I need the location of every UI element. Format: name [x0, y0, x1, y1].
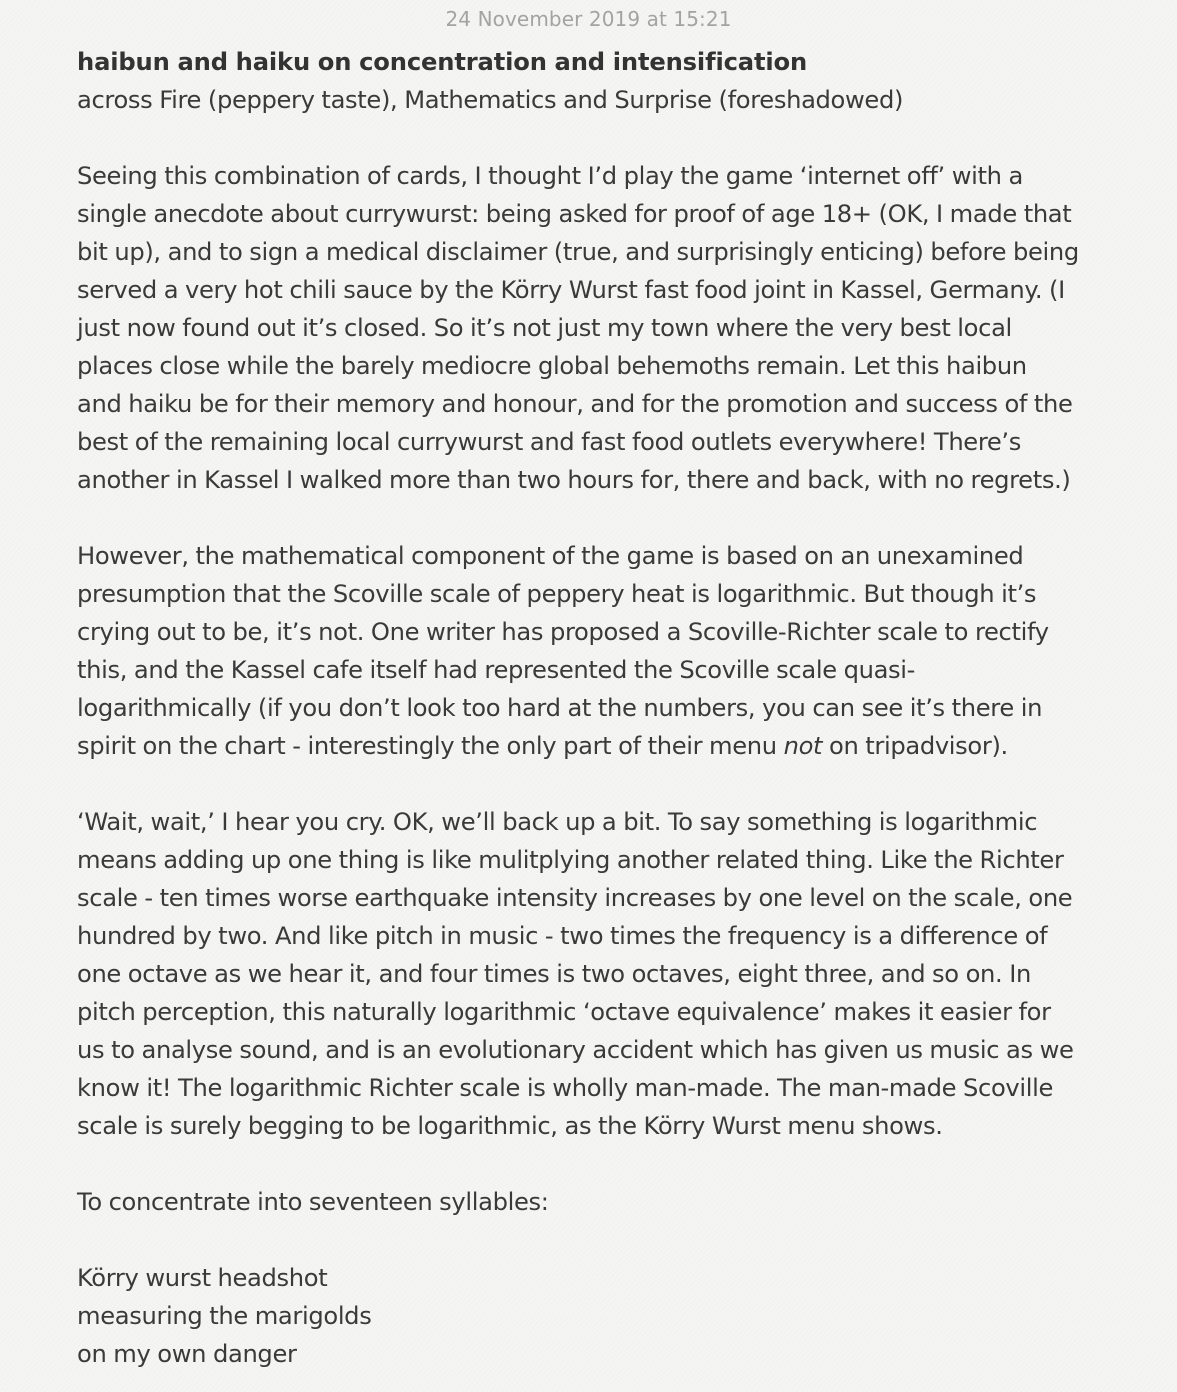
paragraph-line-italic [77, 727, 1117, 765]
paragraph-line: means adding up one thing is like mulitplying another related thing. Like the Richter [77, 846, 1064, 874]
note-title: haibun and haiku on concentration and intensification [77, 48, 808, 76]
paragraph-line: and haiku be for their memory and honour, and for the promotion and success of the [77, 390, 1073, 418]
haiku-line: measuring the marigolds [77, 1302, 372, 1330]
paragraph-1 [77, 157, 1117, 499]
blank-line [77, 1145, 1117, 1183]
paragraph-line: another in Kassel I walked more than two hours for, there and back, with no regrets.) [77, 466, 1071, 494]
paragraph-line: scale is surely begging to be logarithmic, as the Körry Wurst menu shows. [77, 1112, 943, 1140]
note-body[interactable] [77, 43, 1117, 1373]
text-run: spirit on the chart - interestingly the only part of their menu [77, 732, 784, 760]
haiku-line: Körry wurst headshot [77, 1264, 328, 1292]
haiku [77, 1259, 1117, 1373]
text-run: on tripadvisor). [822, 732, 1008, 760]
paragraph-line: presumption that the Scoville scale of peppery heat is logarithmic. But though it’s [77, 580, 1037, 608]
paragraph-line: this, and the Kassel cafe itself had represented the Scoville scale quasi- [77, 656, 916, 684]
blank-line [77, 1221, 1117, 1259]
paragraph-line: us to analyse sound, and is an evolutionary accident which has given us music as we [77, 1036, 1074, 1064]
paragraph-line: places close while the barely mediocre global behemoths remain. Let this haibun [77, 352, 1027, 380]
paragraph-line: However, the mathematical component of the game is based on an unexamined [77, 542, 1024, 570]
paragraph-line: one octave as we hear it, and four times is two octaves, eight three, and so on. In [77, 960, 1031, 988]
paragraph-3 [77, 803, 1117, 1145]
haiku-line: on my own danger [77, 1340, 297, 1368]
paragraph-line: Seeing this combination of cards, I thought I’d play the game ‘internet off’ with a [77, 162, 1023, 190]
paragraph-2 [77, 537, 1117, 765]
paragraph-line: single anecdote about currywurst: being asked for proof of age 18+ (OK, I made that [77, 200, 1072, 228]
blank-line [77, 119, 1117, 157]
paragraph-line: know it! The logarithmic Richter scale is wholly man-made. The man-made Scoville [77, 1074, 1053, 1102]
blank-line [77, 765, 1117, 803]
paragraph-line: logarithmically (if you don’t look too hard at the numbers, you can see it’s there in [77, 694, 1043, 722]
paragraph-line: hundred by two. And like pitch in music - two times the frequency is a difference of [77, 922, 1048, 950]
paragraph-line: scale - ten times worse earthquake intensity increases by one level on the scale, one [77, 884, 1073, 912]
paragraph-line: crying out to be, it’s not. One writer has proposed a Scoville-Richter scale to rectify [77, 618, 1049, 646]
note-subtitle: across Fire (peppery taste), Mathematics and Surprise (foreshadowed) [77, 86, 904, 114]
italic-word: not [783, 732, 823, 760]
paragraph-line: pitch perception, this naturally logarithmic ‘octave equivalence’ makes it easier for [77, 998, 1051, 1026]
paragraph-line: best of the remaining local currywurst and fast food outlets everywhere! There’s [77, 428, 1022, 456]
haiku-intro: To concentrate into seventeen syllables: [77, 1188, 549, 1216]
paragraph-line: bit up), and to sign a medical disclaimer (true, and surprisingly enticing) before being [77, 238, 1079, 266]
note-timestamp: 24 November 2019 at 15:21 [445, 7, 732, 31]
paragraph-line: just now found out it’s closed. So it’s not just my town where the very best local [77, 314, 1012, 342]
blank-line [77, 499, 1117, 537]
paragraph-line: served a very hot chili sauce by the Körry Wurst fast food joint in Kassel, Germany. (I [77, 276, 1065, 304]
paragraph-line: ‘Wait, wait,’ I hear you cry. OK, we’ll back up a bit. To say something is logarithmic [77, 808, 1038, 836]
